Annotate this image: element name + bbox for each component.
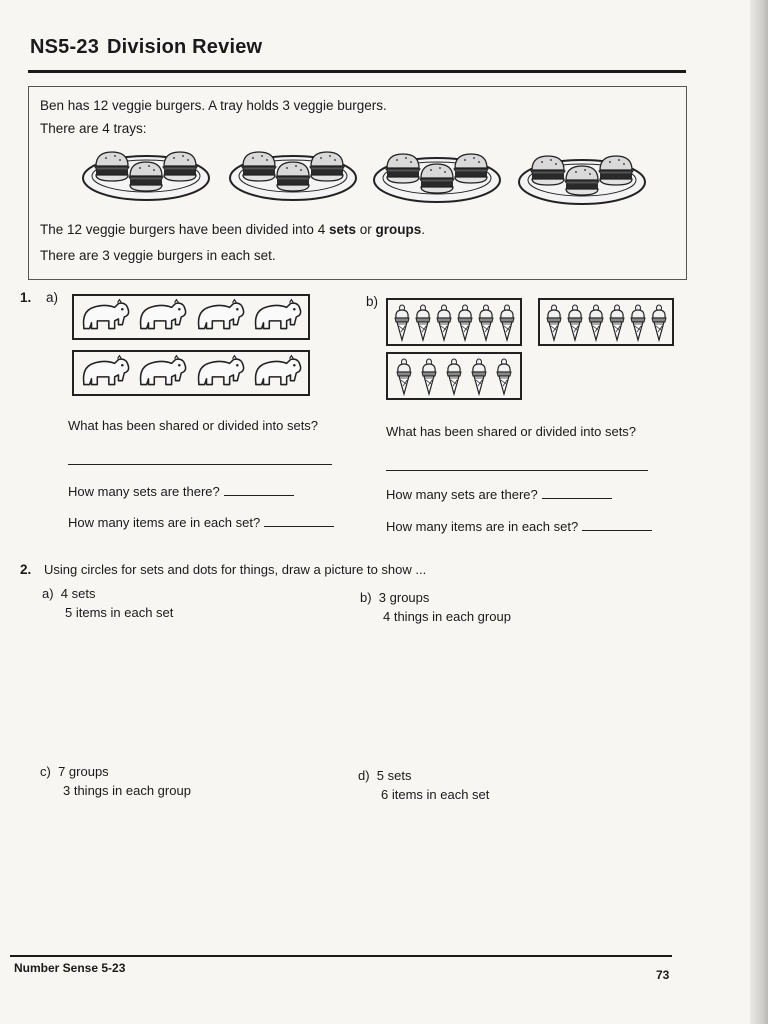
q1-number: 1. (20, 290, 32, 305)
polar-bear-icon (194, 297, 246, 337)
q1a-items-answer-line[interactable] (264, 514, 334, 527)
bear-set (72, 294, 310, 340)
polar-bear-icon (136, 297, 188, 337)
polar-bear-icon (251, 297, 303, 337)
q2-prompt: Using circles for sets and dots for things, draw a picture to show ... (44, 562, 427, 577)
intro-line-1: Ben has 12 veggie burgers. A tray holds 3 veggie burgers. (40, 98, 387, 113)
ice-cream-cone-icon (649, 302, 669, 342)
q2c: c) 7 groups 3 things in each group (40, 764, 191, 798)
ice-cream-cone-icon (455, 302, 475, 342)
q2b: b) 3 groups 4 things in each group (360, 590, 511, 624)
q2a-drawing-area[interactable] (40, 630, 340, 750)
intro-line-3: The 12 veggie burgers have been divided into 4 sets or groups. (40, 222, 426, 237)
footer-rule (10, 955, 672, 957)
ice-cream-cone-icon (497, 302, 517, 342)
ice-cream-cone-icon (469, 356, 489, 396)
bear-set (72, 350, 310, 396)
q2a: a) 4 sets 5 items in each set (42, 586, 174, 620)
ice-cream-cone-icon (394, 356, 414, 396)
ice-cream-cone-icon (419, 356, 439, 396)
cone-set (538, 298, 674, 346)
ice-cream-cone-icon (476, 302, 496, 342)
q1a-label: a) (46, 290, 59, 305)
lesson-title: Division Review (107, 36, 263, 58)
cone-set (386, 352, 522, 400)
q1b-label: b) (366, 294, 379, 309)
q1a-items-question: How many items are in each set? (68, 514, 334, 530)
page-edge-shadow (750, 0, 768, 1024)
ice-cream-cone-icon (628, 302, 648, 342)
ice-cream-cone-icon (586, 302, 606, 342)
intro-line-4: There are 3 veggie burgers in each set. (40, 248, 276, 263)
polar-bear-icon (79, 353, 131, 393)
q1b-shared-answer-line[interactable] (386, 470, 648, 471)
q1b-items-question: How many items are in each set? (386, 518, 652, 534)
q1b-sets-question: How many sets are there? (386, 486, 612, 502)
term-groups: groups (375, 222, 422, 237)
polar-bear-icon (194, 353, 246, 393)
ice-cream-cone-icon (444, 356, 464, 396)
cone-set (386, 298, 522, 346)
ice-cream-cone-icon (565, 302, 585, 342)
q2-number: 2. (20, 562, 32, 577)
ice-cream-cone-icon (392, 302, 412, 342)
intro-line-2: There are 4 trays: (40, 121, 147, 136)
polar-bear-icon (136, 353, 188, 393)
polar-bear-icon (79, 297, 131, 337)
q1b-items-answer-line[interactable] (582, 518, 652, 531)
polar-bear-icon (251, 353, 303, 393)
page-number: 73 (656, 968, 670, 982)
q2d: d) 5 sets 6 items in each set (358, 768, 490, 802)
ice-cream-cone-icon (494, 356, 514, 396)
q1a-shared-question: What has been shared or divided into sets? (68, 418, 319, 433)
ice-cream-cone-icon (607, 302, 627, 342)
page-title (30, 36, 262, 59)
tray-icon (374, 154, 500, 202)
tray-icon (519, 156, 645, 204)
q1a-shared-answer-line[interactable] (68, 464, 332, 465)
q1b-shared-question: What has been shared or divided into sets? (386, 424, 637, 439)
lesson-code: NS5-23 (30, 36, 100, 58)
q1a-sets-question: How many sets are there? (68, 483, 294, 499)
footer-label: Number Sense 5-23 (14, 961, 126, 975)
term-sets: sets (328, 222, 356, 237)
burger-trays (80, 140, 660, 216)
q2d-drawing-area[interactable] (358, 812, 658, 942)
q2c-drawing-area[interactable] (40, 808, 340, 938)
tray-icon (230, 152, 356, 200)
tray-icon (83, 152, 209, 200)
title-rule (28, 70, 686, 73)
q1a-sets-answer-line[interactable] (224, 483, 294, 496)
q1b-sets-answer-line[interactable] (542, 486, 612, 499)
ice-cream-cone-icon (544, 302, 564, 342)
ice-cream-cone-icon (434, 302, 454, 342)
ice-cream-cone-icon (413, 302, 433, 342)
q2b-drawing-area[interactable] (360, 630, 660, 750)
